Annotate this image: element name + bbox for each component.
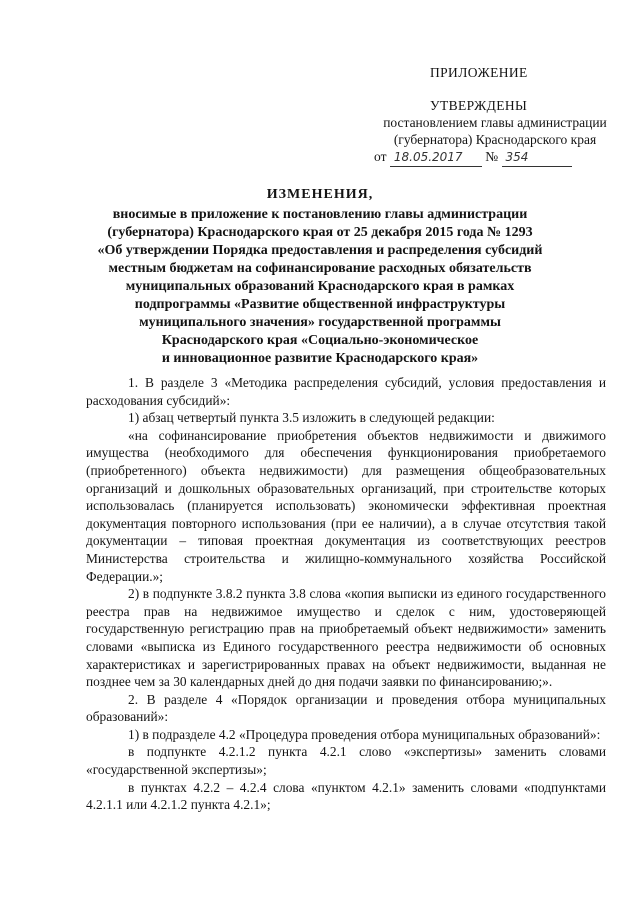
paragraph: 1) абзац четвертый пункта 3.5 изложить в следующей редакции:: [128, 410, 495, 426]
title-line: муниципального значения» государственной программы: [139, 315, 501, 330]
paragraph: 2) в подпункте 3.8.2 пункта 3.8 слова «копия выписки из единого государственного реестра прав на недвижимое имущество и сделок с ним, удостоверяющей государственную регистрацию прав на приобретаемый объект недвижимости» заменить словами «выписка из Единого государственного реестра недвижимости об основных характеристиках и зарегистрированных правах на объект недвижимости, выданная не позднее чем за 30 календарных дней до дня подачи заявки по финансированию;».: [86, 586, 606, 690]
paragraph: 1. В разделе 3 «Методика распределения субсидий, условия предоставления и расходования субсидий»:: [86, 375, 606, 408]
paragraph: 1) в подразделе 4.2 «Процедура проведения отбора муниципальных образований»:: [128, 726, 601, 742]
paragraph: «на софинансирование приобретения объектов недвижимости и движимого имущества (необходимого для обеспечения функционирования приобретаемого (приобретенного) объекта недвижимости) для размещения общеобразовательных организаций и дошкольных образовательных организаций, при строительстве которых использовалась (планируется использовать) экономически эффективная проектная документация повторного использования (при ее наличии), а в случае отсутствия такой документации – типовая проектная документация из соответствующих реестров Министерства строительства и жилищно-коммунального хозяйства Российской Федерации.»;: [86, 427, 606, 584]
handwritten-date: 18.05.2017: [390, 149, 482, 167]
document-title: [80, 186, 560, 368]
resolution-reference: [360, 148, 610, 167]
title-heading: ИЗМЕНЕНИЯ,: [266, 187, 374, 202]
title-line: подпрограммы «Развитие общественной инфраструктуры: [134, 297, 506, 312]
title-line: (губернатора) Краснодарского края от 25 декабря 2015 года № 1293: [107, 225, 533, 240]
title-line: местным бюджетам на софинансирование расходных обязательств: [108, 261, 532, 276]
resolution-line-2: (губернатора) Краснодарского края: [393, 132, 597, 147]
title-line: Краснодарского края «Социально-экономическое: [161, 333, 479, 348]
number-label: №: [485, 149, 499, 164]
appendix-label: ПРИЛОЖЕНИЕ: [430, 65, 528, 80]
title-line: муниципальных образований Краснодарского края в рамках: [125, 279, 515, 294]
title-line: «Об утверждении Порядка предоставления и распределения субсидий: [97, 243, 543, 258]
handwritten-number: 354: [502, 149, 572, 167]
from-label: от: [374, 149, 387, 164]
resolution-line-1: постановлением главы администрации: [383, 115, 607, 130]
title-line: вносимые в приложение к постановлению главы администрации: [112, 207, 528, 222]
document-body: [86, 374, 606, 814]
paragraph: в пунктах 4.2.2 – 4.2.4 слова «пунктом 4.2.1» заменить словами «подпунктами 4.2.1.1 или 4.2.1.2 пункта 4.2.1»;: [86, 779, 606, 813]
paragraph: в подпункте 4.2.1.2 пункта 4.2.1 слово «экспертизы» заменить словами «государственной экспертизы»;: [86, 744, 606, 778]
approved-label: УТВЕРЖДЕНЫ: [430, 98, 528, 113]
title-line: и инновационное развитие Краснодарского края»: [161, 351, 479, 366]
approval-stamp: [360, 64, 610, 167]
paragraph: 2. В разделе 4 «Порядок организации и проведения отбора муниципальных образований»:: [86, 691, 606, 725]
